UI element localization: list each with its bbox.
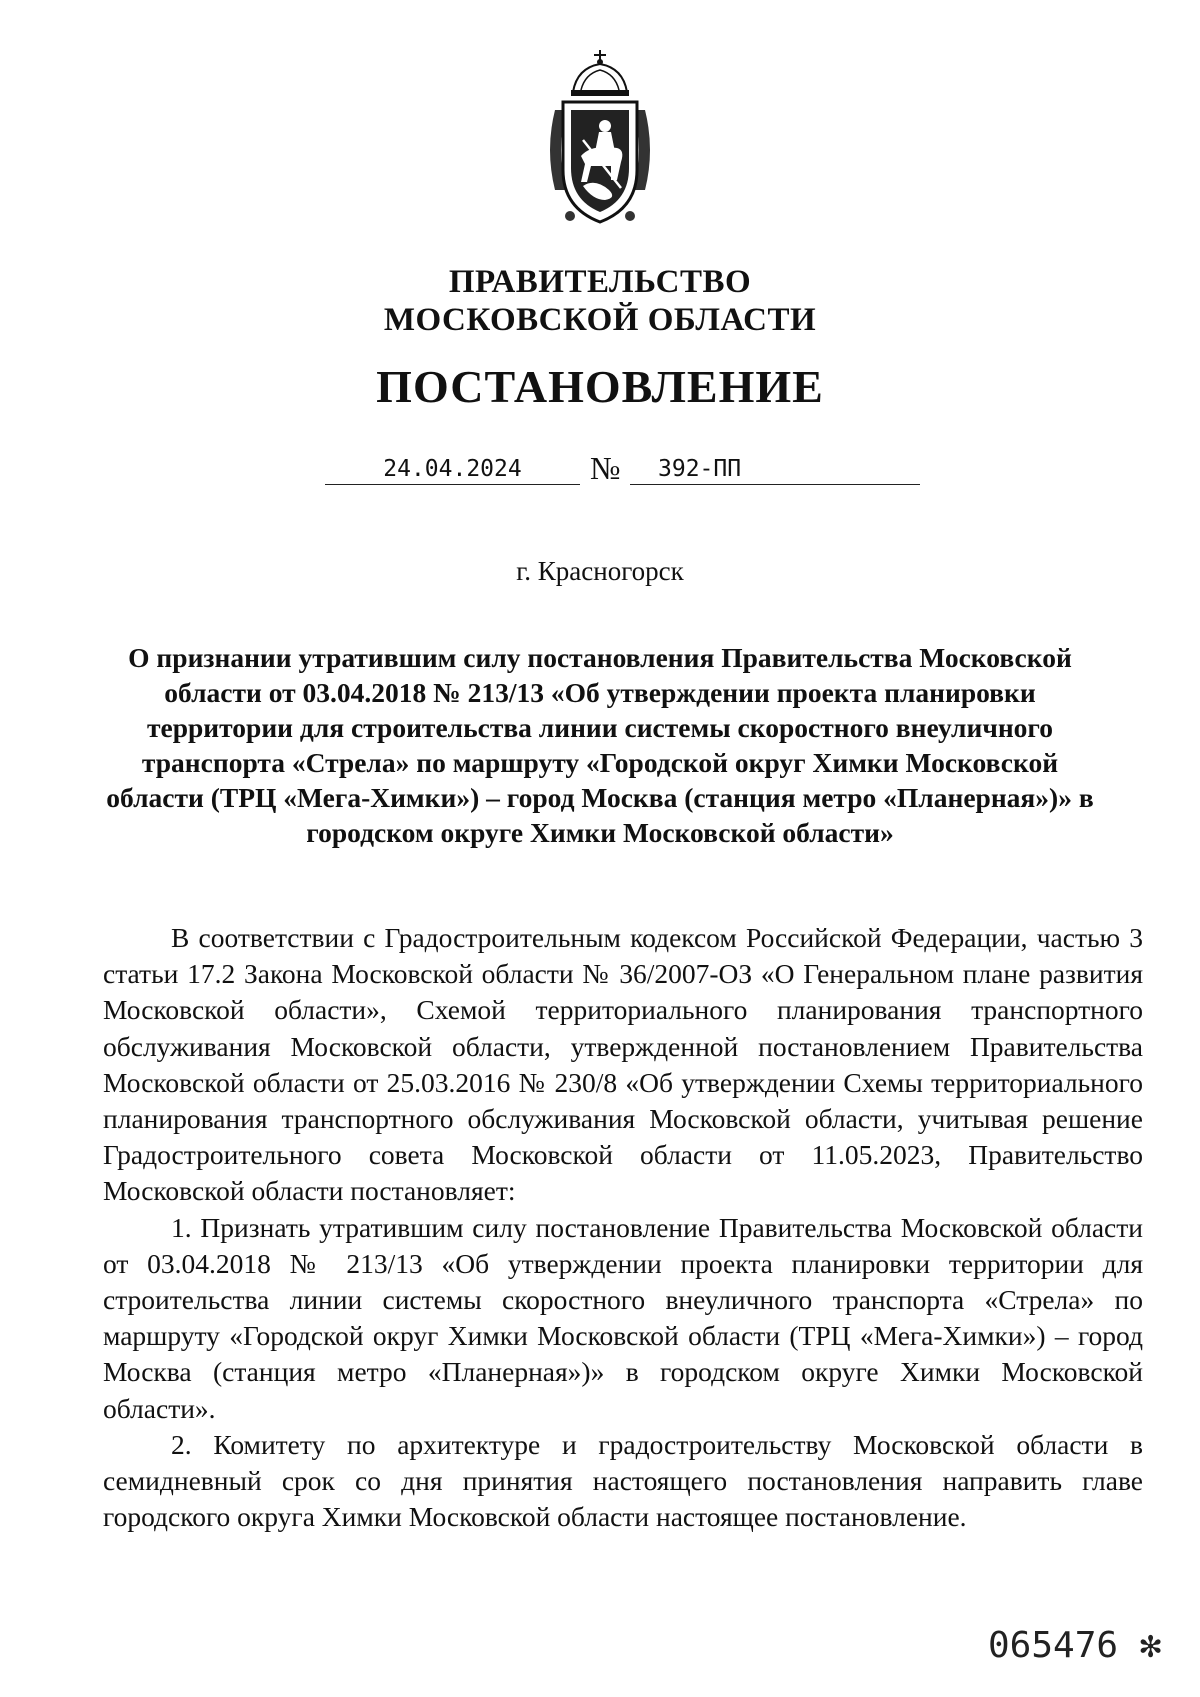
government-name-line-1: ПРАВИТЕЛЬСТВО: [448, 264, 752, 300]
preamble-paragraph: В соответствии с Градостроительным кодексом Российской Федерации, частью 3 статьи 17.2 Закона Московской области № 36/2007-ОЗ «О Генеральном плане развития Московской области», Схемой территориального планирования транспортного обслуживания Московской области, утвержденной постановлением Правительства Московской области от 25.03.2016 № 230/8 «Об утверждении Схемы территориального планирования транспортного обслуживания Московской области, учитывая решение Градостроительного совета Московской области от 11.05.2023, Правительство Московской области постановляет:: [103, 922, 1143, 1207]
serial-number: 065476: [988, 1625, 1119, 1666]
serial-mark-icon: ✻: [1139, 1625, 1162, 1666]
document-body: [103, 920, 1143, 1535]
registration-line: [0, 450, 1200, 506]
moscow-oblast-coat-of-arms-icon: [525, 40, 675, 230]
document-title: О признании утратившим силу постановления Правительства Московской области от 03.04.2018 № 213/13 «Об утверждении проекта планировки территории для строительства линии системы скоростного внеуличного транспорта «Стрела» по маршруту «Городской округ Химки Московской области (ТРЦ «Мега-Химки») – город Москва (станция метро «Планерная»)» в городском округе Химки Московской области»: [106, 642, 1094, 848]
document-number: 392-ПП: [630, 456, 920, 485]
number-sign: №: [590, 450, 621, 486]
clause-2-paragraph: 2. Комитету по архитектуре и градостроительству Московской области в семидневный срок со дня принятия настоящего постановления направить главе городского округа Химки Московской области настоящее постановление.: [103, 1428, 1143, 1533]
document-date: 24.04.2024: [325, 456, 580, 485]
document-type: ПОСТАНОВЛЕНИЕ: [376, 361, 824, 412]
government-name-line-2: МОСКОВСКОЙ ОБЛАСТИ: [383, 302, 817, 338]
city-of-issue: г. Красногорск: [516, 556, 684, 586]
serial-number-stamp: [988, 1625, 1161, 1666]
clause-1-paragraph: 1. Признать утратившим силу постановление Правительства Московской области от 03.04.2018 № 213/13 «Об утверждении проекта планировки территории для строительства линии системы скоростного внеуличного транспорта «Стрела» по маршруту «Городской округ Химки Московской области (ТРЦ «Мега-Химки») – город Москва (станция метро «Планерная»)» в городском округе Химки Московской области».: [103, 1211, 1143, 1424]
